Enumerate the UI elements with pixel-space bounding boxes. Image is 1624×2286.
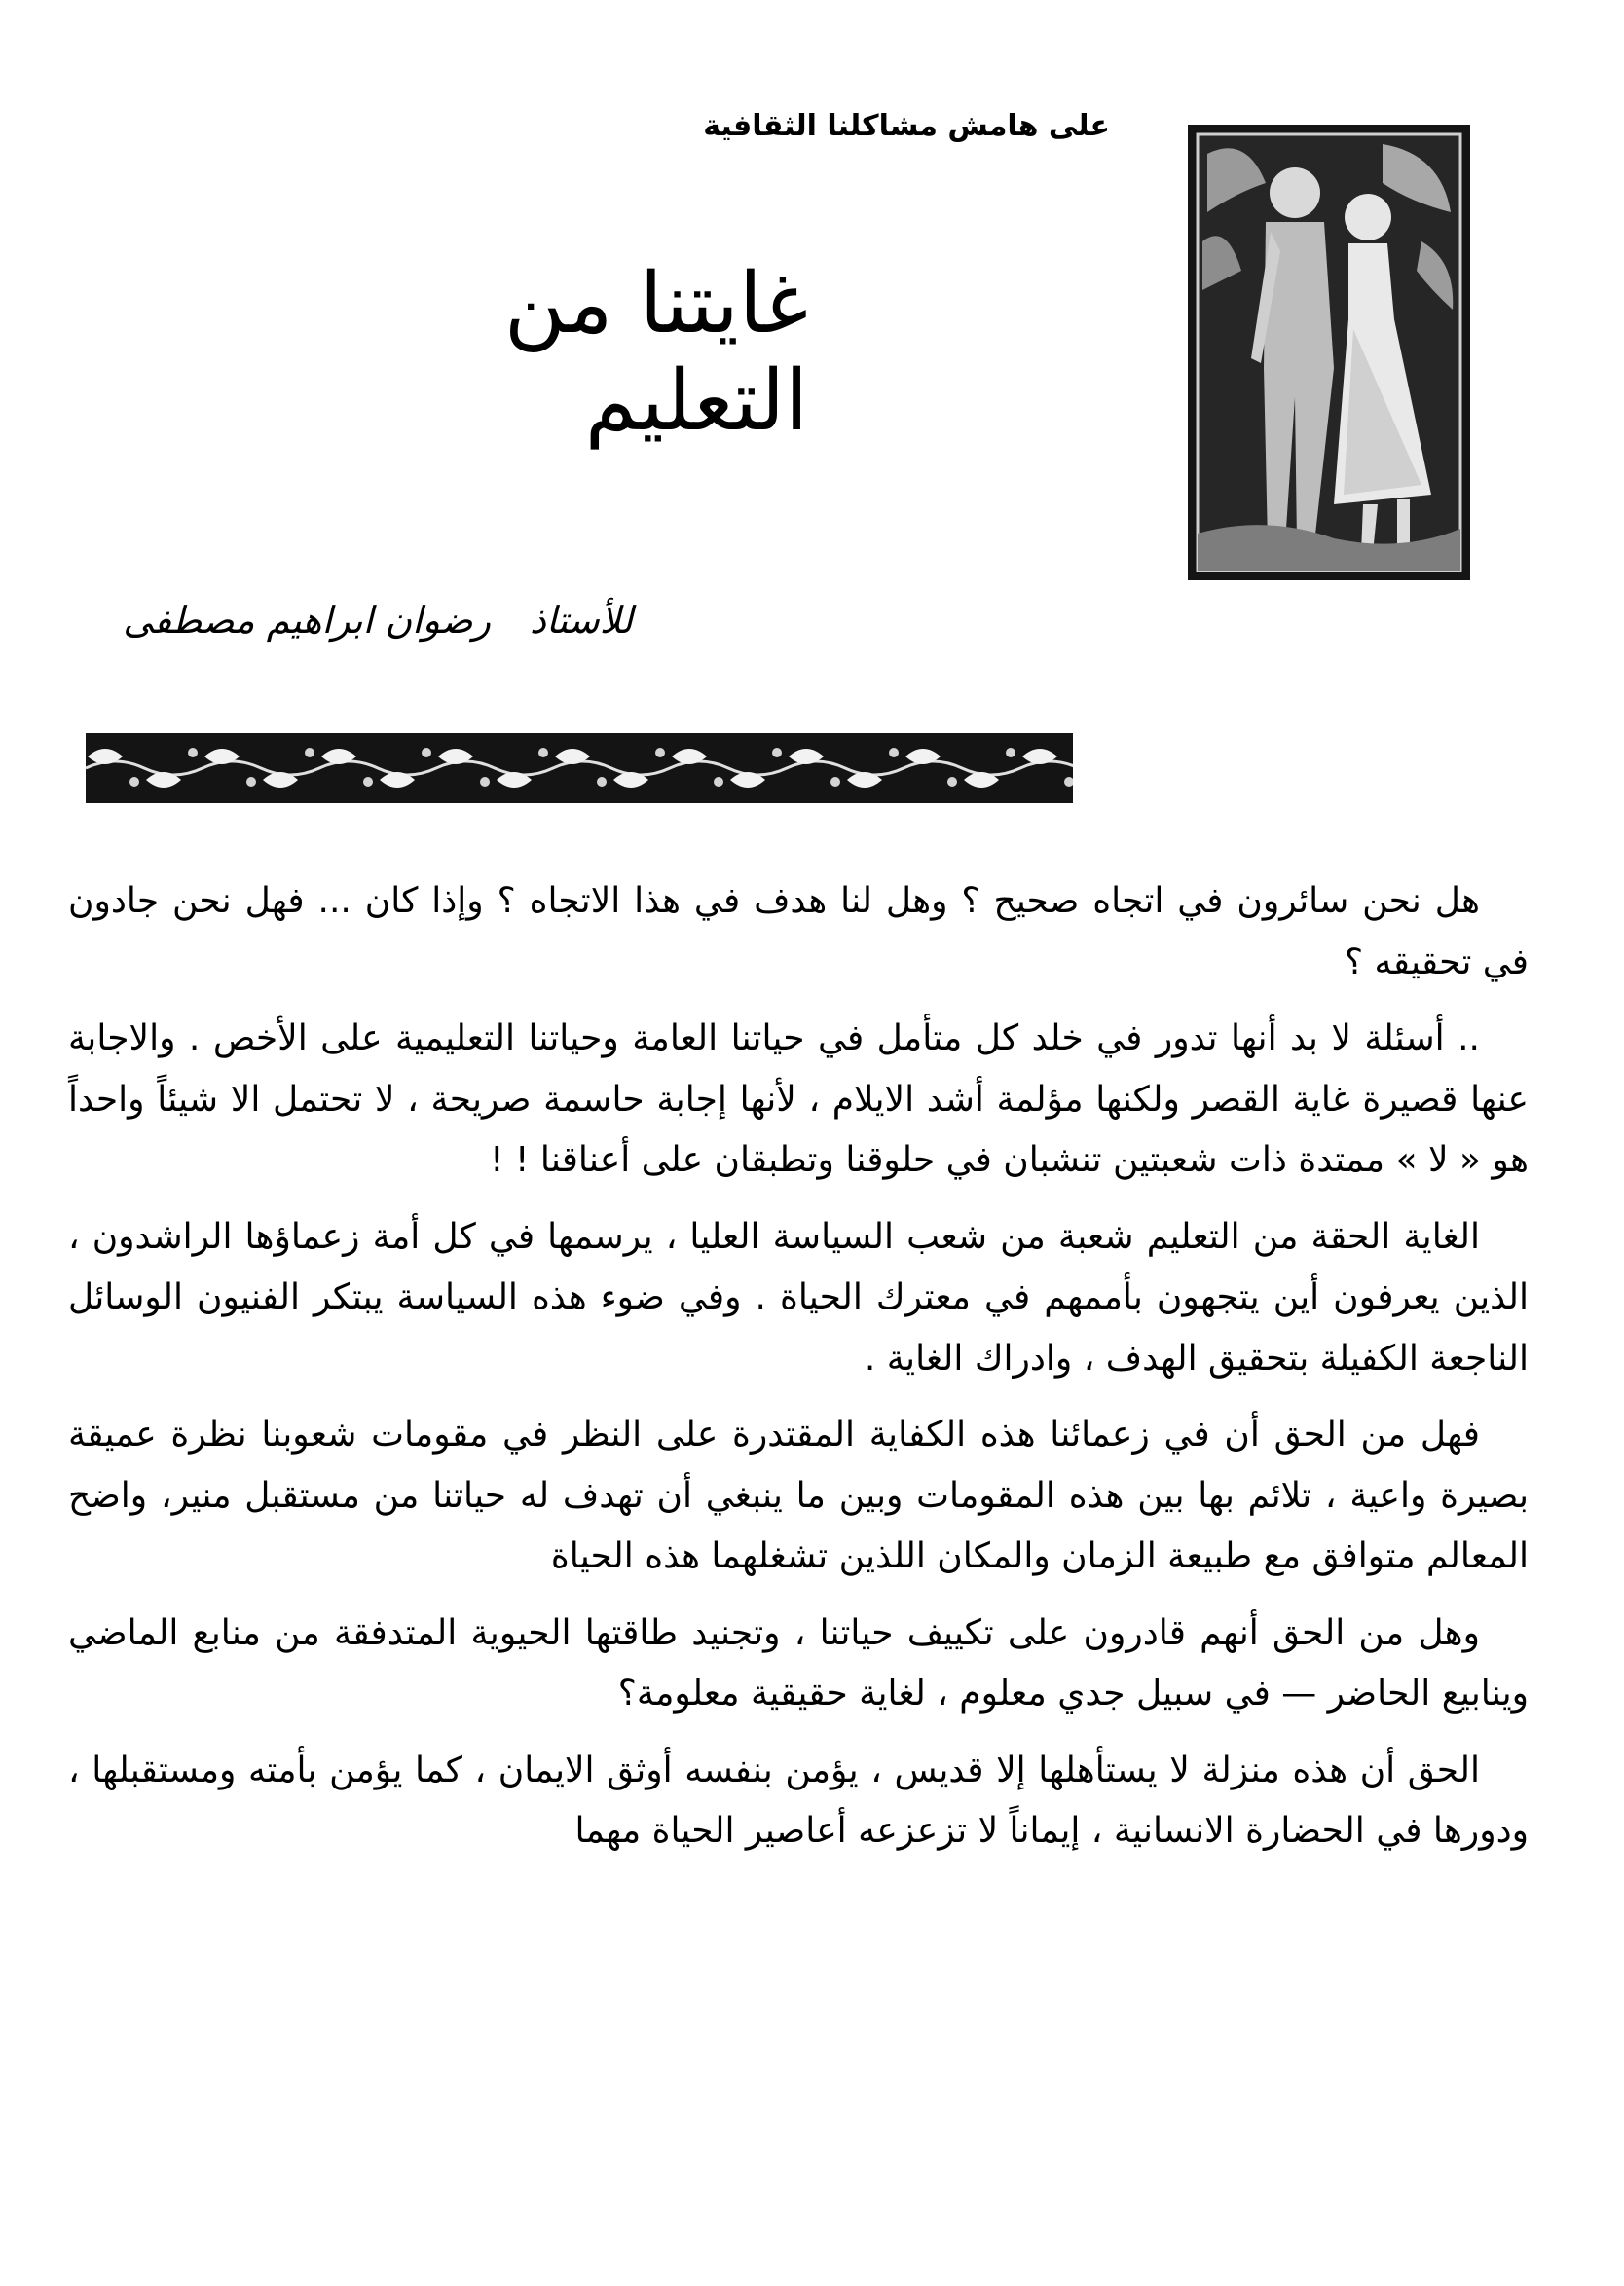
berry-ornament	[363, 777, 373, 787]
paragraph: .. أسئلة لا بد أنها تدور في خلد كل متأمل في حياتنا العامة وحياتنا التعليمية على الأخص . والاجابة عنها قصيرة غاية القصر ولكنها مؤلمة أشد الايلام ، لأنها إجابة حاسمة صريحة ، لا تحتمل الا شيئاً واحداً هو « لا » ممتدة ذات شعبتين تنشبان في حلوقنا وتطبقان على أعناقنا ! !	[68, 1018, 1529, 1180]
berry-ornament	[129, 777, 139, 787]
berry-ornament	[246, 777, 256, 787]
berry-ornament	[714, 777, 723, 787]
berry-ornament	[1006, 748, 1015, 757]
berry-ornament	[422, 748, 431, 757]
paragraph: هل نحن سائرون في اتجاه صحيح ؟ وهل لنا هدف في هذا الاتجاه ؟ وإذا كان ... فهل نحن جادون في تحقيقه ؟	[68, 881, 1529, 982]
woodcut-couple-illustration	[1188, 125, 1470, 580]
berry-ornament	[597, 777, 607, 787]
paragraph: الغاية الحقة من التعليم شعبة من شعب السياسة العليا ، يرسمها في كل أمة زعماؤها الراشدون ، الذين يعرفون أين يتجهون بأممهم في معترك الحياة . وفي ضوء هذه السياسة يبتكر الفنيون الوسائل الناجعة الكفيلة بتحقيق الهدف ، وادراك الغاية .	[68, 1216, 1529, 1379]
berry-ornament	[772, 748, 782, 757]
berry-ornament	[1064, 777, 1073, 787]
paragraph: وهل من الحق أنهم قادرون على تكييف حياتنا ، وتجنيد طاقتها الحيوية المتدفقة من منابع الماضي وينابيع الحاضر — في سبيل جدي معلوم ، لغاية حقيقية معلومة؟	[68, 1612, 1529, 1714]
article-body	[68, 871, 1529, 1878]
berry-ornament	[947, 777, 957, 787]
paragraph: الحق أن هذه منزلة لا يستأهلها إلا قديس ، يؤمن بنفسه أوثق الايمان ، كما يؤمن بأمته ومستقبلها ، ودورها في الحضارة الانسانية ، إيماناً لا تزعزعه أعاصير الحياة مهما	[68, 1750, 1529, 1851]
byline-prefix: للأستاذ	[529, 599, 633, 642]
berry-ornament	[480, 777, 490, 787]
byline	[78, 599, 633, 642]
berry-ornament	[830, 777, 840, 787]
berry-ornament	[305, 748, 314, 757]
article-title: غايتنا من التعليم	[503, 255, 808, 450]
series-label: على هامش مشاكلنا الثقافية	[703, 109, 1110, 143]
berry-ornament	[889, 748, 899, 757]
byline-author: رضوان ابراهيم مصطفى	[123, 599, 491, 642]
berry-ornament	[538, 748, 548, 757]
leaf-vine-ornament-band	[86, 733, 1073, 803]
berry-ornament	[188, 748, 198, 757]
paragraph: فهل من الحق أن في زعمائنا هذه الكفاية المقتدرة على النظر في مقومات شعوبنا نظرة عميقة بصيرة واعية ، تلائم بها بين هذه المقومات وبين ما ينبغي أن تهدف له حياتنا من مستقبل منير، واضح المعالم متوافق مع طبيعة الزمان والمكان اللذين تشغلهما هذه الحياة	[68, 1415, 1529, 1576]
berry-ornament	[655, 748, 665, 757]
